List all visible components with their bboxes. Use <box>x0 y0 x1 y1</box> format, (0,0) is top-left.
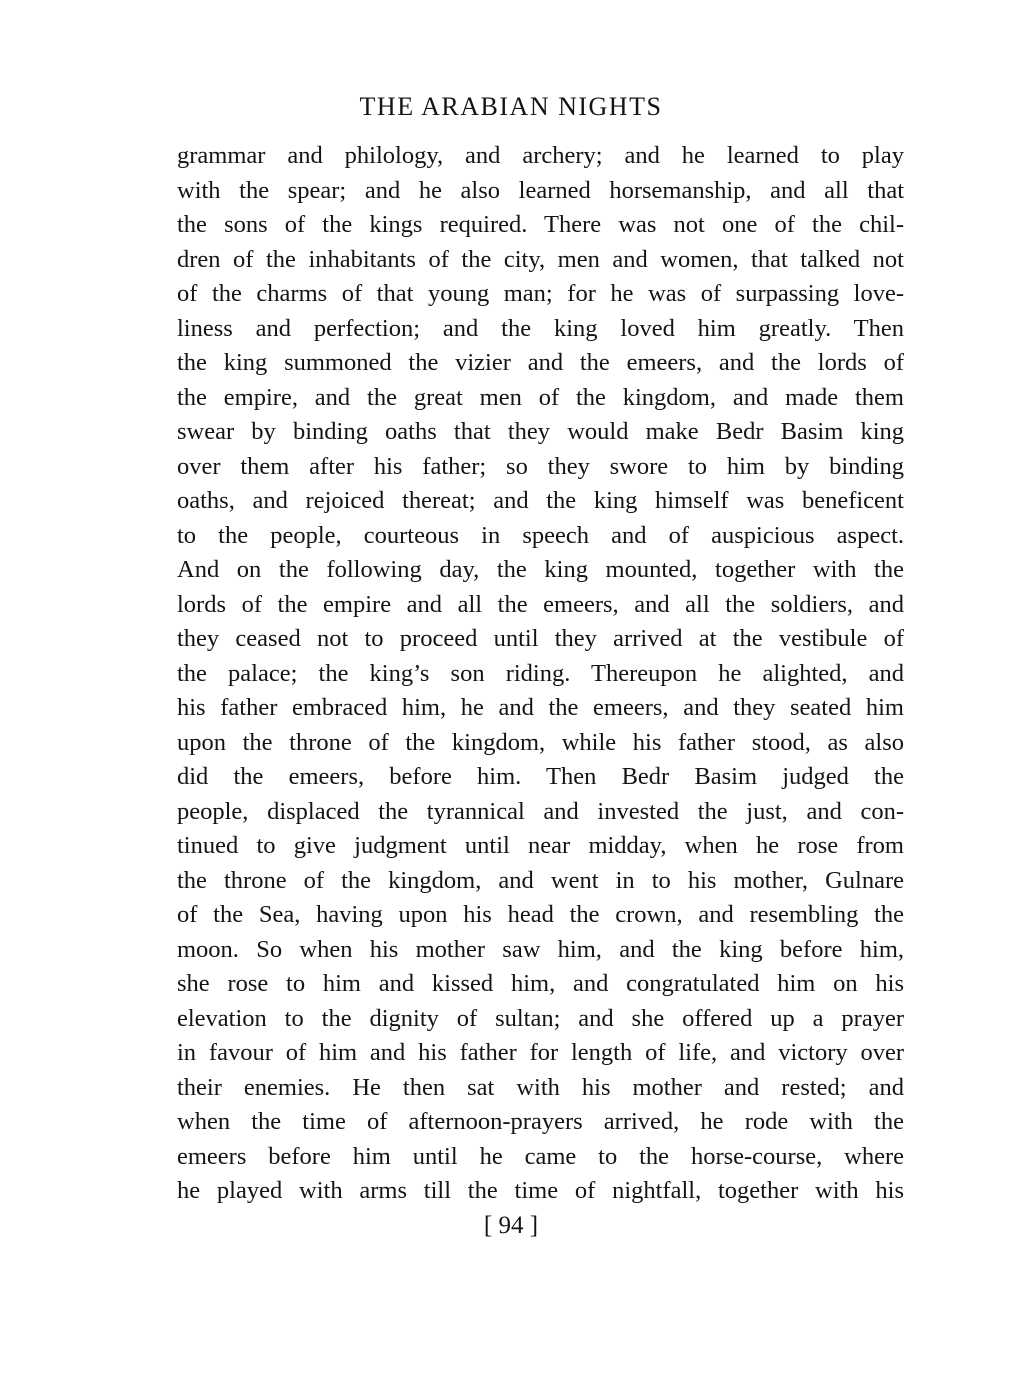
text-line: the palace; the king’s son riding. Thereupon he alighted, and <box>177 659 904 687</box>
text-line: moon. So when his mother saw him, and the king before him, <box>177 935 904 963</box>
page-number: [ 94 ] <box>483 1212 539 1239</box>
text-line: in favour of him and his father for length of life, and victory over <box>177 1039 904 1066</box>
text-line: lords of the empire and all the emeers, and all the soldiers, and <box>177 590 904 618</box>
text-line: oaths, and rejoiced thereat; and the king himself was beneficent <box>177 487 904 514</box>
text-line: of the Sea, having upon his head the crown, and resembling the <box>177 901 904 928</box>
text-line: the empire, and the great men of the kingdom, and made them <box>177 383 904 411</box>
text-line: emeers before him until he came to the horse-course, where <box>177 1142 904 1170</box>
text-line: swear by binding oaths that they would make Bedr Basim king <box>177 418 904 445</box>
running-head-title: THE ARABIAN NIGHTS <box>359 92 663 121</box>
text-line: the sons of the kings required. There was not one of the chil- <box>177 211 904 238</box>
text-line: the king summoned the vizier and the emeers, and the lords of <box>177 349 904 376</box>
text-line: tinued to give judgment until near midday, when he rose from <box>177 832 904 859</box>
text-line: people, displaced the tyrannical and invested the just, and con- <box>177 797 904 825</box>
text-line: liness and perfection; and the king loved him greatly. Then <box>177 314 904 342</box>
text-line: dren of the inhabitants of the city, men and women, that talked not <box>177 245 904 273</box>
text-line: they ceased not to proceed until they arrived at the vestibule of <box>177 625 904 652</box>
text-line: when the time of afternoon-prayers arrived, he rode with the <box>177 1108 904 1135</box>
text-line: grammar and philology, and archery; and he learned to play <box>177 142 904 169</box>
text-line: over them after his father; so they swore to him by binding <box>177 452 904 480</box>
text-line: their enemies. He then sat with his mother and rested; and <box>177 1073 904 1101</box>
text-line: elevation to the dignity of sultan; and she offered up a prayer <box>177 1004 904 1032</box>
text-line: And on the following day, the king mounted, together with the <box>177 556 904 583</box>
text-line: of the charms of that young man; for he was of surpassing love- <box>177 280 904 307</box>
body-text <box>177 139 904 1209</box>
text-line: she rose to him and kissed him, and congratulated him on his <box>177 970 904 997</box>
text-line: to the people, courteous in speech and of auspicious aspect. <box>177 521 904 549</box>
text-line: upon the throne of the kingdom, while his father stood, as also <box>177 728 904 756</box>
text-line: did the emeers, before him. Then Bedr Basim judged the <box>177 763 904 790</box>
text-line: his father embraced him, he and the emeers, and they seated him <box>177 694 904 721</box>
text-line: the throne of the kingdom, and went in to his mother, Gulnare <box>177 866 904 894</box>
text-line: he played with arms till the time of nightfall, together with his <box>177 1177 904 1204</box>
text-line: with the spear; and he also learned horsemanship, and all that <box>177 176 904 204</box>
